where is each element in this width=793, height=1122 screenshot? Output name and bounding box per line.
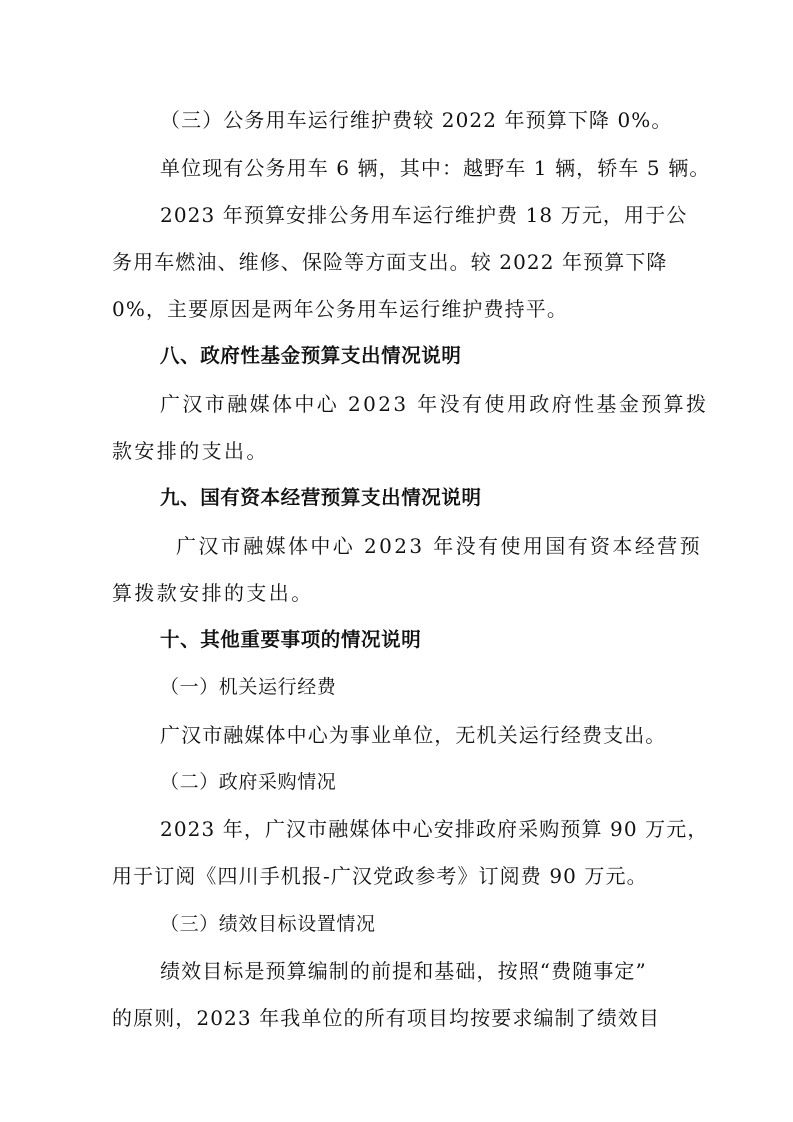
paragraph-performance-line2: 的原则，2023 年我单位的所有项目均按要求编制了绩效目 [112,1006,661,1030]
paragraph-performance-line1: 绩效目标是预算编制的前提和基础，按照“费随事定” [160,959,647,983]
paragraph-government-fund-line1: 广汉市融媒体中心 2023 年没有使用政府性基金预算拨 [160,392,709,416]
paragraph-vehicle-budget-line1: 2023 年预算安排公务用车运行维护费 18 万元，用于公 [160,203,688,227]
section-heading-government-fund: 八、政府性基金预算支出情况说明 [160,344,462,367]
paragraph-operating-expenses: 广汉市融媒体中心为事业单位，无机关运行经费支出。 [160,723,667,747]
paragraph-vehicle-budget-line3: 0%，主要原因是两年公务用车运行维护费持平。 [112,297,568,321]
subheading-performance-targets: （三）绩效目标设置情况 [160,913,376,935]
paragraph-vehicle-maintenance-heading: （三）公务用车运行维护费较 2022 年预算下降 0%。 [160,108,673,132]
paragraph-vehicle-budget-line2: 务用车燃油、维修、保险等方面支出。较 2022 年预算下降 [112,250,668,274]
paragraph-state-capital-line2: 算拨款安排的支出。 [112,581,314,605]
paragraph-procurement-line2: 用于订阅《四川手机报-广汉党政参考》订阅费 90 万元。 [112,864,648,888]
paragraph-government-fund-line2: 款安排的支出。 [112,439,269,463]
section-heading-state-capital: 九、国有资本经营预算支出情况说明 [160,486,482,509]
subheading-operating-expenses: （一）机关运行经费 [160,676,337,698]
section-heading-other-matters: 十、其他重要事项的情况说明 [160,628,422,651]
paragraph-vehicle-count: 单位现有公务用车 6 辆，其中：越野车 1 辆，轿车 5 辆。 [160,156,711,180]
paragraph-procurement-line1: 2023 年，广汉市融媒体中心安排政府采购预算 90 万元， [160,817,709,841]
paragraph-state-capital-line1: 广汉市融媒体中心 2023 年没有使用国有资本经营预 [176,534,703,558]
subheading-government-procurement: （二）政府采购情况 [160,771,337,793]
